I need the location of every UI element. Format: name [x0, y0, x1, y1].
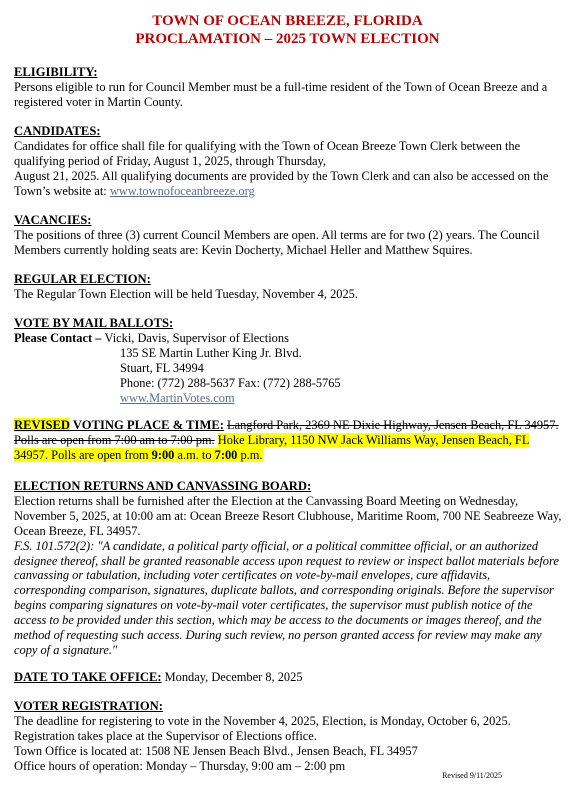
old-voting-place: Langford Park, 2369 NE Dixie Highway, Jensen Beach, FL 34957. Polls are open from 7:00 am to 7:00 pm.	[14, 418, 559, 447]
town-office-location: Town Office is located at: 1508 NE Jensen Beach Blvd., Jensen Beach, FL 34957	[14, 743, 418, 758]
vacancies-text: The positions of three (3) current Council Members are open. All terms are for two (2) years. The Council Members currently holding seats are: Kevin Docherty, Michael Heller and Matthew Squires.	[14, 227, 540, 257]
canvassing-heading: ELECTION RETURNS AND CANVASSING BOARD:	[14, 479, 312, 493]
voting-place-heading: VOTING PLACE & TIME:	[70, 418, 224, 432]
canvassing-section	[14, 479, 562, 658]
voter-registration-text: The deadline for registering to vote in the November 4, 2025, Election, is Monday, October 6, 2025. Registration takes place at the Supervisor of Elections office.	[14, 713, 511, 743]
revised-label: REVISED	[14, 418, 70, 432]
document-subtitle: PROCLAMATION – 2025 TOWN ELECTION	[135, 31, 440, 47]
contact-name: Vicki, Davis, Supervisor of Elections	[104, 330, 289, 345]
voter-registration-heading: VOTER REGISTRATION:	[14, 699, 163, 713]
vacancies-heading: VACANCIES:	[14, 213, 92, 227]
new-voting-place: Hoke Library, 1150 NW Jack Williams Way, Jensen Beach, FL 34957. Polls are open from 9:00 a.m. to 7:00 p.m.	[14, 432, 529, 462]
regular-election-text: The Regular Town Election will be held Tuesday, November 4, 2025.	[14, 286, 358, 301]
voting-place-section	[14, 418, 562, 463]
take-office-section	[14, 670, 562, 685]
voting-place-text	[14, 418, 562, 463]
candidates-section	[14, 124, 562, 199]
vacancies-section	[14, 213, 562, 258]
canvassing-text: Election returns shall be furnished after the Election at the Canvassing Board Meeting on Wednesday, November 5, 2025, at 10:00 am at: Ocean Breeze Resort Clubhouse, Maritime Room, 700 NE Seabreeze Way, Ocean Breeze, FL 34957.	[14, 493, 562, 538]
contact-phone: Phone: (772) 288-5637 Fax: (772) 288-5765	[120, 375, 341, 390]
contact-address-1: 135 SE Martin Luther King Jr. Blvd.	[120, 345, 302, 360]
eligibility-heading: ELIGIBILITY:	[14, 65, 98, 79]
vote-by-mail-contact	[14, 331, 562, 346]
candidates-text-2: August 21, 2025. All qualifying documents are provided by the Town Clerk and can also be accessed on the Town’s website at: www.townofoceanbreeze.org	[14, 168, 549, 198]
contact-address-2: Stuart, FL 34994	[120, 360, 204, 375]
vote-by-mail-section	[14, 316, 562, 405]
eligibility-section	[14, 65, 562, 110]
voter-registration-section	[14, 699, 562, 774]
candidates-heading: CANDIDATES:	[14, 124, 101, 138]
statute-text: F.S. 101.572(2): "A candidate, a political party official, or a political committee official, or an authorized designee thereof, shall be granted reasonable access upon request to review or inspect ballot materials before canvassing or tabulation, including voter certificates on vote-by-mail envelopes, cure affidavits, corresponding comparison, signatures, duplicate ballots, and corresponding originals. Before the supervisor begins comparing signatures on vote-by-mail voter certificates, the supervisor must publish notice of the access to be provided under this section, which may be access to the documents or images thereof, and the method of requesting such access. During such review, no person granted access for review may make any copy of a signature."	[14, 538, 559, 657]
candidates-text-1: Candidates for office shall file for qualifying with the Town of Ocean Breeze Town Clerk between the qualifying period of Friday, August 1, 2025, through Thursday,	[14, 138, 521, 168]
eligibility-text: Persons eligible to run for Council Member must be a full-time resident of the Town of Ocean Breeze and a registered voter in Martin County.	[14, 79, 548, 109]
regular-election-heading: REGULAR ELECTION:	[14, 272, 151, 286]
town-website-link[interactable]: www.townofoceanbreeze.org	[109, 183, 255, 198]
martin-votes-link[interactable]: www.MartinVotes.com	[120, 390, 235, 405]
take-office-date: Monday, December 8, 2025	[161, 670, 303, 684]
contact-label: Please Contact –	[14, 330, 105, 345]
vote-by-mail-heading: VOTE BY MAIL BALLOTS:	[14, 316, 174, 330]
revised-date-note: Revised 9/11/2025	[442, 771, 502, 780]
regular-election-section	[14, 272, 562, 302]
document-title: TOWN OF OCEAN BREEZE, FLORIDA	[152, 13, 423, 29]
take-office-heading: DATE TO TAKE OFFICE:	[14, 670, 162, 684]
office-hours: Office hours of operation: Monday – Thursday, 9:00 am – 2:00 pm	[14, 758, 346, 773]
